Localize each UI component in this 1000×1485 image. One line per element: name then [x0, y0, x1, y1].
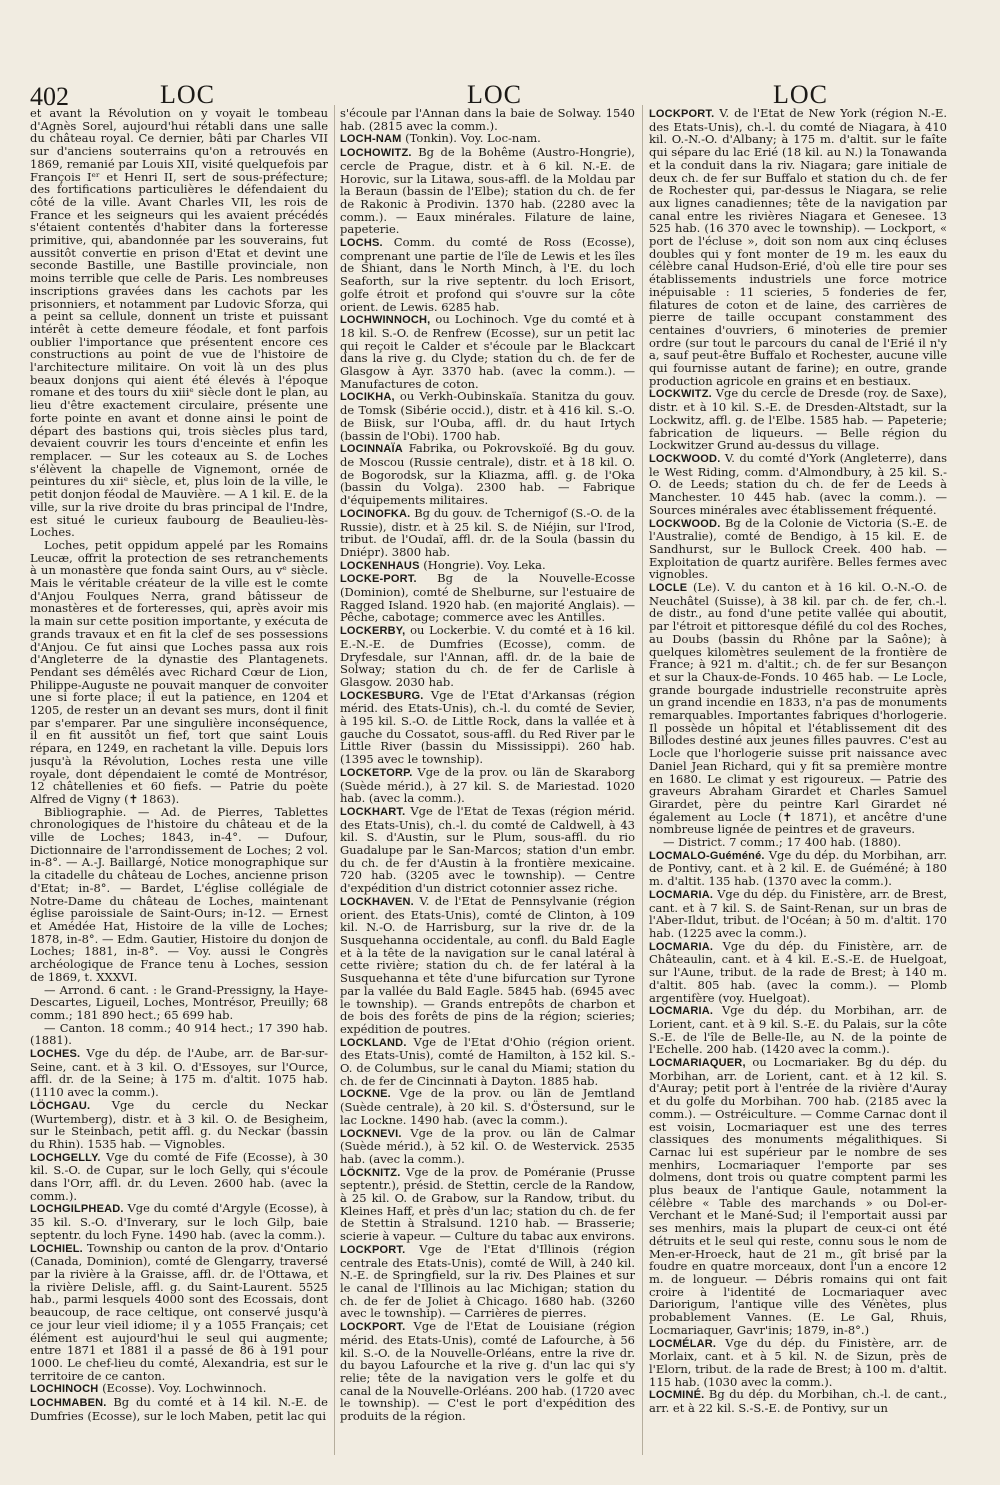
entry-paragraph — [30, 539, 328, 806]
entry-headword: LOCMARIA. — [649, 940, 714, 953]
dictionary-entry — [340, 1320, 635, 1423]
entry-headword: LOCKETORP. — [340, 766, 413, 779]
entry-text: Vge de l'Etat d'Ohio (région orient. des Etats-Unis), comté de Hamilton, à 152 kil. S.-O. de Columbus, sur le canal du Miami; station du ch. de fer de Cincinnati à Dayton. 1885 hab. — [340, 1034, 635, 1088]
entry-headword: LOCKPORT. — [340, 1321, 406, 1334]
dictionary-entry — [649, 888, 947, 940]
entry-text: Bg du dép. du Morbihan, ch.-l. de cant., arr. et à 22 kil. S.-S.-E. de Pontivy, sur un — [649, 1387, 947, 1416]
dictionary-entry — [340, 559, 635, 573]
entry-headword: LOCHGELLY. — [30, 1151, 101, 1164]
entry-headword: LOCHS. — [340, 237, 383, 250]
dictionary-entry — [649, 107, 947, 387]
dictionary-entry — [340, 1243, 635, 1320]
entry-headword: LOCKNEVI. — [340, 1127, 402, 1140]
entry-text: Vge de la prov. de Poméranie (Prusse septentr.), présid. de Stettin, cercle de la Randow, à 25 kil. O. de Grabow, sur la Randow, tribut. du Kleines Haff, et près d'un lac; station du ch. de fer de Stettin à Stralsund. 1210 hab. — Brasserie; scierie à vapeur. — Culture du tabac aux environs. — [340, 1164, 635, 1244]
entry-text: — District. 7 comm.; 17 400 hab. (1880). — [663, 835, 902, 850]
entry-text: Bibliographie. — Ad. de Pierres, Tablettes chronologiques de l'histoire du château et de la ville de Loches; 1843, in-4°. — Dufour, Dictionnaire de l'arrondissement de Loches; 2 vol. in-8°. — A.-J. Baillargé, Notice monographique sur la citadelle du château de Loches, ancienne prison d'Etat; in-8°. — Bardet, L'église collégiale de Notre-Dame du château de Loches, maintenant église paroissiale de Saint-Ours; in-12. — Ernest et Amédée Hat, Histoire de la ville de Loches; 1878, in-8°. — Edm. Gautier, Histoire du donjon de Loches; 1881, in-8°. — Voy. aussi le Congrès archéologique de France tenu à Loches, session de 1869, t. XXXVI. — [30, 804, 328, 984]
entry-paragraph — [340, 895, 635, 1036]
entry-paragraph — [30, 1202, 328, 1241]
entry-paragraph — [649, 888, 947, 940]
entry-headword: LOCHIEL. — [30, 1242, 83, 1255]
entry-paragraph — [340, 1320, 635, 1423]
column-divider — [642, 105, 643, 1455]
entry-text: ou Locmariaker. Bg du dép. du Morbihan, arr. de Lorient, cant. et à 12 kil. S. d'Auray; petit port à l'entrée de la rivière d'Auray et du golfe du Morbihan. 700 hab. (2185 avec la comm.). — Ostréiculture. — Comme Carnac dont il est voisin, Locmariaquer est une des terres classiques des monuments mégalithiques. Si Carnac lui est supérieur par le nombre de ses menhirs, Locmariaquer l'emporte par ses dolmens, dont trois ou quatre comptent parmi les plus beaux de l'antique Gaule, notamment la célèbre « Table des marchands » ou Dol-er-Verchant et le Mané-Sud; il l'emportait aussi par ses menhirs, mais la plupart de ceux-ci ont été détruits et le seul qui reste, connu sous le nom de Men-er-Hroeck, haut de 21 m., gît brisé par la foudre en quatre morceaux, dont l'un a encore 12 m. de longueur. — Débris romains qui ont fait croire à l'identité de Locmariaquer avec Dariorigum, l'antique ville des Vénètes, plus probablement Vannes. (E. Le Gal, Rhuis, Locmariaquer, Gavr'inis; 1879, in-8°.) — [649, 1055, 947, 1337]
entry-paragraph — [340, 559, 635, 573]
entry-paragraph — [649, 107, 947, 387]
dictionary-entry — [340, 507, 635, 559]
entry-paragraph — [340, 146, 635, 236]
entry-text: Bg du comté et à 14 kil. N.-E. de Dumfries (Ecosse), sur le loch Maben, petit lac qui — [30, 1395, 328, 1423]
entry-paragraph — [649, 1056, 947, 1336]
entry-text: (Hongrie). Voy. Leka. — [423, 557, 546, 572]
entry-text: V. de l'Etat de Pennsylvanie (région orient. des Etats-Unis), comté de Clinton, à 109 kil. N.-O. de Harrisburg, sur la rive dr. de la Susquehanna occidentale, au confl. du Bald Eagle et à la tête de la navigation sur le canal latéral à cette rivière; station du ch. de fer latéral à la Susquehanna et tête d'une bifurcation sur Tyrone par la vallée du Bald Eagle. 5845 hab. (6945 avec le township). — Grands entrepôts de charbon et de bois des forêts de pins de la région; scieries; expédition de poutres. — [340, 893, 635, 1036]
entry-paragraph — [649, 1004, 947, 1056]
entry-paragraph — [340, 236, 635, 313]
dictionary-entry — [340, 390, 635, 442]
entry-paragraph — [340, 689, 635, 766]
dictionary-entry — [649, 581, 947, 849]
entry-headword: LOCMARIAQUER, — [649, 1057, 746, 1070]
entry-headword: LOCKWOOD. — [649, 517, 721, 530]
dictionary-entry — [30, 1396, 328, 1422]
entry-paragraph — [649, 387, 947, 452]
entry-headword: LOCHMABEN. — [30, 1397, 107, 1410]
entry-text: Vge de l'Etat de Louisiane (région mérid. des Etats-Unis), comté de Lafourche, à 56 kil. S.-O. de la Nouvelle-Orléans, entre la rive dr. du bayou Lafourche et la rive g. d'un lac qui s'y relie; tête de la navigation vers le golfe et du canal de la Nouvelle-Orléans. 200 hab. (1720 avec le township). — C'est le port d'expédition des produits de la région. — [340, 1319, 635, 1424]
dictionary-entry — [30, 1242, 328, 1383]
entry-text: Bg de la Colonie de Victoria (S.-E. de l'Australie), comté de Bendigo, à 15 kil. E. de Sandhurst, sur le Bullock Creek. 400 hab. — Exploitation de quartz aurifère. Belles fermes avec vignobles. — [649, 515, 947, 582]
text-column-3 — [649, 107, 947, 1457]
entry-text: Vge du dép. du Finistère, arr. de Morlaix, cant. et à 5 kil. N. de Sizun, près de l'Elorn, tribut. de la rade de Brest; à 100 m. d'altit. 115 hab. (1030 avec la comm.). — [649, 1335, 947, 1389]
dictionary-entry — [30, 1151, 328, 1203]
entry-paragraph — [649, 1388, 947, 1414]
entry-headword: LOCH-NAM — [340, 133, 402, 146]
text-column-1 — [30, 107, 328, 1457]
entry-paragraph — [340, 766, 635, 805]
entry-text: — Canton. 18 comm.; 40 914 hect.; 17 390 hab. (1881). — [30, 1020, 328, 1048]
entry-paragraph — [30, 806, 328, 984]
entry-paragraph — [340, 390, 635, 442]
entry-text: Vge de l'Etat d'Illinois (région centrale des Etats-Unis), comté de Will, à 240 kil. N.-E. de Springfield, sur la riv. Des Plaines et sur le canal de l'Illinois au lac Michigan; station du ch. de fer de Joliet à Chicago. 1680 hab. (3260 avec le township). — Carrières de pierres. — [340, 1241, 635, 1321]
entry-headword: LOCKESBURG. — [340, 689, 424, 702]
entry-headword: LOCIKHA, — [340, 391, 395, 404]
entry-paragraph — [649, 940, 947, 1005]
entry-paragraph — [649, 849, 947, 888]
entry-text: Vge de la prov. ou län de Skaraborg (Suède mérid.), à 27 kil. S. de Mariestad. 1020 hab. (avec la comm.). — [340, 764, 635, 806]
dictionary-entry — [340, 107, 635, 132]
entry-headword: LOCLE — [649, 582, 688, 595]
dictionary-entry — [649, 387, 947, 452]
entry-paragraph — [340, 572, 635, 624]
entry-text: Vge du dép. du Morbihan, arr. de Lorient, cant. et à 9 kil. S.-E. du Palais, sur la côte S.-E. de l'île de Belle-Ile, au N. de la pointe de l'Echelle. 200 hab. (1420 avec la comm.). — [649, 1003, 947, 1057]
dictionary-entry — [649, 940, 947, 1005]
entry-headword: LOCKPORT. — [340, 1243, 406, 1256]
entry-paragraph — [30, 1396, 328, 1422]
entry-text: V. du comté d'York (Angleterre), dans le West Riding, comm. d'Almondbury, à 25 kil. S.-O. de Leeds; station du ch. de fer de Leeds à Manchester. 10 445 hab. (avec la comm.). — Sources minérales avec établissement fréquenté. — [649, 450, 947, 517]
dictionary-entry — [649, 452, 947, 517]
entry-paragraph — [649, 517, 947, 582]
entry-paragraph — [340, 132, 635, 146]
dictionary-entry — [649, 1388, 947, 1414]
dictionary-entry — [340, 689, 635, 766]
entry-headword: LOCKHAVEN. — [340, 895, 414, 908]
entry-paragraph — [30, 1242, 328, 1383]
entry-text: (Tonkin). Voy. Loc-nam. — [405, 131, 541, 146]
entry-text: ou Verkh-Oubinskaïa. Stanitza du gouv. de Tomsk (Sibérie occid.), distr. et à 416 kil. S.-O. de Biisk, sur l'Ouba, affl. dr. du haut Irtych (bassin de l'Obi). 1700 hab. — [340, 389, 635, 443]
dictionary-entry — [340, 442, 635, 507]
entry-text: Vge du comté de Fife (Ecosse), à 30 kil. S.-O. de Cupar, sur le loch Gelly, qui s'écoule dans l'Orr, affl. dr. du Leven. 2600 hab. (avec la comm.). — [30, 1149, 328, 1203]
entry-paragraph — [340, 1036, 635, 1088]
entry-paragraph — [30, 1099, 328, 1151]
entry-headword: LOCHINOCH — [30, 1383, 99, 1396]
entry-text: Bg de la Bohême (Austro-Hongrie), cercle de Prague, distr. et à 6 kil. N.-E. de Horovic, sur la Litawa, sous-affl. de la Moldau par la Beraun (bassin de l'Elbe); station du ch. de fer de Rakonic à Prodivin. 1370 hab. (2280 avec la comm.). — Eaux minérales. Filature de laine, papeterie. — [340, 145, 635, 237]
entry-headword: LOCHOWITZ. — [340, 147, 412, 160]
entry-paragraph — [340, 442, 635, 507]
dictionary-entry — [649, 517, 947, 582]
entry-paragraph — [30, 1022, 328, 1047]
entry-text: — Arrond. 6 cant. : le Grand-Pressigny, la Haye-Descartes, Ligueil, Loches, Montrésor, Preuilly; 68 comm.; 181 890 hect.; 65 699 hab. — [30, 982, 328, 1022]
entry-paragraph — [649, 452, 947, 517]
dictionary-entry — [340, 1127, 635, 1166]
entry-text: Bg du gouv. de Tchernigof (S.-O. de la Russie), distr. et à 25 kil. S. de Niéjin, sur l'Irod, tribut. de l'Oudaï, affl. dr. de la Soula (bassin du Dniépr). 3800 hab. — [340, 505, 635, 559]
entry-text: s'écoule par l'Annan dans la baie de Solway. 1540 hab. (2815 avec la comm.). — [340, 107, 635, 133]
dictionary-entry — [340, 236, 635, 313]
entry-headword: LOCHGILPHEAD. — [30, 1203, 124, 1216]
dictionary-entry — [340, 146, 635, 236]
running-head-right: LOC — [773, 80, 828, 109]
entry-text: Vge du dép. de l'Aube, arr. de Bar-sur-Seine, cant. et à 3 kil. O. d'Essoyes, sur l'Ource, affl. dr. de la Seine; à 175 m. d'altit. 1075 hab. (1110 avec la comm.). — [30, 1046, 328, 1100]
entry-paragraph — [340, 507, 635, 559]
running-head-center: LOC — [467, 80, 522, 109]
text-column-2 — [340, 107, 635, 1457]
dictionary-entry — [30, 107, 328, 1047]
entry-headword: LOCMINÉ. — [649, 1389, 705, 1402]
page-number: 402 — [30, 82, 69, 111]
entry-headword: LOCMARIA. — [649, 888, 714, 901]
entry-text: Vge du cercle du Neckar (Wurtemberg), distr. et à 3 kil. O. de Besigheim, sur le Steinbach, petit affl. g. du Neckar (bassin du Rhin). 1535 hab. — Vignobles. — [30, 1097, 328, 1151]
entry-paragraph — [30, 984, 328, 1022]
dictionary-entry — [340, 805, 635, 895]
entry-text: Township ou canton de la prov. d'Ontario (Canada, Dominion), comté de Glengarry, traversé par la rivière à la Graisse, affl. dr. de l'Ottawa, et la rivière Delisle, affl. g. du Saint-Laurent. 5525 hab., parmi lesquels 4000 sont des Ecossais, dont beaucoup, de race celtique, ont conservé jusqu'à ce jour leur vieil idiome; il y a 1055 Français; cet élément est aujourd'hui le seul qui augmente; entre 1871 et 1881 il a passé de 86 à 191 pour 1000. Le chef-lieu du comté, Alexandria, est sur le territoire de ce canton. — [30, 1240, 328, 1383]
entry-headword: LOCMÉLAR. — [649, 1337, 717, 1350]
entry-headword: LOCHWINNOCH, — [340, 314, 431, 327]
entry-text: Vge du cercle de Dresde (roy. de Saxe), distr. et à 10 kil. S.-E. de Dresden-Altstadt, sur la Lockwitz, affl. g. de l'Elbe. 1585 hab. — Papeterie; fabrication de liqueurs. — Belle région du Lockwitzer Grund au-dessus du village. — [649, 386, 947, 453]
entry-text: Vge du dép. du Finistère, arr. de Brest, cant. et à 7 kil. S. de Saint-Renan, sur un bras de l'Aber-Ildut, tribut. de l'Océan; à 50 m. d'altit. 170 hab. (1225 avec la comm.). — [649, 886, 947, 940]
entry-text: Loches, petit oppidum appelé par les Romains Leucæ, offrit la protection de ses retranchements à un monastère que fonda saint Ours, au vᵉ siècle. Mais le véritable créateur de la ville est le comte d'Anjou Foulques Nerra, grand bâtisseur de monastères et de forteresses, qui, après avoir mis la main sur cette position importante, y exécuta de grands travaux et en fit la clef de ses possessions d'Anjou. Ce fut ainsi que Loches passa aux rois d'Angleterre de la dynastie des Plantagenets. Pendant ses démêlés avec Richard Cœur de Lion, Philippe-Auguste ne pouvait manquer de convoiter une si forte place; il eut la patience, en 1204 et 1205, de rester un an devant ses murs, dont il finit par s'emparer. Par une singulière inconséquence, il en fit aussitôt un fief, tort que saint Louis répara, en 1249, en rachetant la ville. Depuis lors jusqu'à la Révolution, Loches resta une ville royale, dont dépendaient le comté de Montrésor, 12 châtellenies et 60 fiefs. — Patrie du poète Alfred de Vigny (✝ 1863). — [30, 537, 328, 806]
entry-text: Vge de l'Etat de Texas (région mérid. des Etats-Unis), ch.-l. du comté de Caldwell, à 43 kil. S. d'Austin, sur le Plum, sous-affl. du rio Guadalupe par le San-Marcos; station d'un embr. du ch. de fer d'Austin à la frontière mexicaine. 720 hab. (3205 avec le township). — Centre d'expédition d'un district cotonnier assez riche. — [340, 803, 635, 896]
dictionary-entry — [649, 1056, 947, 1336]
entry-paragraph — [649, 1337, 947, 1389]
entry-paragraph — [30, 1151, 328, 1203]
entry-text: Vge de l'Etat d'Arkansas (région mérid. des Etats-Unis), ch.-l. du comté de Sevier, à 195 kil. S.-O. de Little Rock, dans la vallée et à gauche du Cossatot, sous-affl. du Red River par le Little River (bassin du Mississippi). 260 hab. (1395 avec le township). — [340, 687, 635, 767]
dictionary-entry — [340, 132, 635, 146]
entry-paragraph — [30, 1382, 328, 1396]
entry-text: Fabrika, ou Pokrovskoïé. Bg du gouv. de Moscou (Russie centrale), distr. et à 18 kil. O. de Bogorodsk, sur la Kliazma, affl. g. de l'Oka (bassin du Volga). 2300 hab. — Fabrique d'équipements militaires. — [340, 441, 635, 508]
entry-text: Vge de la prov. ou län de Calmar (Suède mérid.), à 52 kil. O. de Westervick. 2535 hab. (avec la comm.). — [340, 1125, 635, 1166]
entry-headword: LOCKNE. — [340, 1088, 391, 1101]
entry-headword: LOCKE-PORT. — [340, 573, 417, 586]
entry-headword: LOCMARIA. — [649, 1005, 714, 1018]
dictionary-entry — [340, 1036, 635, 1088]
entry-text: Vge de la prov. ou län de Jemtland (Suède centrale), à 20 kil. S. d'Östersund, sur le lac Lockne. 1490 hab. (avec la comm.). — [340, 1086, 635, 1127]
entry-text: Vge du dép. du Finistère, arr. de Châteaulin, cant. et à 4 kil. E.-S.-E. de Huelgoat, sur l'Aune, tribut. de la rade de Brest; à 140 m. d'altit. 805 hab. (avec la comm.). — Plomb argentifère (voy. Huelgoat). — [649, 938, 947, 1005]
entry-text: (Le). V. du canton et à 16 kil. O.-N.-O. de Neuchâtel (Suisse), à 38 kil. par ch. de fer, ch.-l. de distr., au fond d'une petite vallée qui aboutit, par l'étroit et pittoresque défilé du col des Roches, au Doubs (bassin du Rhône par la Saône); à quelques kilomètres seulement de la frontière de France; à 921 m. d'altit.; ch. de fer sur Besançon et sur la Chaux-de-Fonds. 10 465 hab. — Le Locle, grande bourgade industrielle reconstruite après un grand incendie en 1833, n'a pas de monuments remarquables. Importantes fabriques d'horlogerie. Il possède un hôpital et l'établissement dit des Billodes destiné aux jeunes filles pauvres. C'est au Locle que l'horlogerie suisse prit naissance avec Daniel Jean Richard, qui y fit sa première montre en 1680. Le climat y est rigoureux. — Patrie des graveurs Abraham Girardet et Charles Samuel Girardet, père du peintre Karl Girardet né également au Locle (✝ 1871), et ancêtre d'une nombreuse lignée de peintres et de graveurs. — [649, 580, 947, 837]
entry-headword: LÖCKNITZ. — [340, 1166, 401, 1179]
entry-text: ou Lochinoch. Vge du comté et à 18 kil. S.-O. de Renfrew (Ecosse), sur un petit lac qui reçoit le Calder et s'écoule par le Blackcart dans la rive g. du Clyde; station du ch. de fer de Glasgow à Ayr. 3370 hab. (avec la comm.). — Manufactures de coton. — [340, 312, 635, 391]
entry-paragraph — [340, 1087, 635, 1126]
dictionary-entry — [649, 849, 947, 888]
entry-text: V. de l'Etat de New York (région N.-E. des Etats-Unis), ch.-l. du comté de Niagara, à 410 kil. O.-N.-O. d'Albany; à 175 m. d'altit. sur le faîte qui sépare du lac Erié (18 kil. au N.) la Tonawanda et la conduit dans la riv. Niagara; gare initiale de deux ch. de fer sur Buffalo et station du ch. de fer de Rochester qui, par-dessus le Niagara, se relie aux lignes canadiennes; tête de la navigation par canal entre les rivières Niagara et Genesee. 13 525 hab. (16 370 avec le township). — Lockport, « port de l'écluse », doit son nom aux cinq écluses doubles qui y font monter de 19 m. les eaux du célèbre canal Hudson-Erié, d'où elle tire pour ses établissements industriels une force motrice inépuisable : 11 scieries, 5 fonderies de fer, filatures de coton et de laine, des carrières de pierre de taille occupant constamment des centaines d'ouvriers, 6 minoteries de premier ordre (sur tout le parcours du canal de l'Erié il n'y a, sauf peut-être Buffalo et Rochester, aucune ville qui fournisse autant de farine); en outre, grande production agricole en grains et en bestiaux. — [649, 107, 947, 388]
entry-paragraph — [340, 1127, 635, 1166]
entry-headword: LÖCHGAU. — [30, 1099, 91, 1112]
column-divider — [334, 105, 335, 1455]
entry-text: Vge du comté d'Argyle (Ecosse), à 35 kil. S.-O. d'Inverary, sur le loch Gilp, baie septentr. du loch Fyne. 1490 hab. (avec la comm.). — [30, 1201, 328, 1242]
dictionary-entry — [340, 766, 635, 805]
entry-text: Comm. du comté de Ross (Ecosse), comprenant une partie de l'île de Lewis et les îles de Shiant, dans le North Minch, à l'E. du loch Seaforth, sur la rive septentr. du loch Erisort, golfe étroit et profond qui s'ouvre sur la côte orient. de Lewis. 6285 hab. — [340, 235, 635, 314]
entry-text: Vge du dép. du Morbihan, arr. de Pontivy, cant. et à 2 kil. E. de Guéméné; à 180 m. d'altit. 135 hab. (1370 avec la comm.). — [649, 847, 947, 889]
entry-paragraph — [340, 805, 635, 895]
dictionary-entry — [30, 1047, 328, 1099]
entry-headword: LOCINOFKA. — [340, 507, 411, 520]
dictionary-entry — [649, 1337, 947, 1389]
entry-text: ou Lockerbie. V. du comté et à 16 kil. E.-N.-E. de Dumfries (Ecosse), comm. de Dryfesdale, sur l'Annan, affl. dr. de la baie de Solway; station du ch. de fer de Carlisle à Glasgow. 2030 hab. — [340, 623, 635, 689]
dictionary-entry — [340, 624, 635, 689]
entry-paragraph — [30, 107, 328, 539]
entry-paragraph — [340, 107, 635, 132]
entry-paragraph — [340, 1243, 635, 1320]
dictionary-entry — [340, 1087, 635, 1126]
entry-paragraph — [340, 1166, 635, 1243]
entry-headword: LOCKWITZ. — [649, 388, 712, 401]
entry-paragraph — [30, 1047, 328, 1099]
running-head-left: LOC — [160, 80, 215, 109]
entry-headword: LOCHES. — [30, 1048, 81, 1061]
dictionary-entry — [30, 1202, 328, 1241]
entry-text: (Ecosse). Voy. Lochwinnoch. — [102, 1381, 267, 1396]
dictionary-entry — [30, 1382, 328, 1396]
entry-paragraph — [340, 313, 635, 390]
entry-paragraph — [649, 581, 947, 836]
entry-text: Bg de la Nouvelle-Ecosse (Dominion), comté de Shelburne, sur l'estuaire de Ragged Island. 1920 hab. (en majorité Anglais). — Pêche, cabotage; commerce avec les Antilles. — [340, 571, 635, 625]
entry-headword: LOCKPORT. — [649, 108, 715, 120]
dictionary-entry — [649, 1004, 947, 1056]
entry-paragraph — [340, 624, 635, 689]
entry-headword: LOCINNAÏA — [340, 443, 403, 456]
dictionary-entry — [340, 572, 635, 624]
entry-headword: LOCKENHAUS — [340, 559, 420, 572]
entry-headword: LOCKERBY, — [340, 625, 406, 638]
dictionary-entry — [340, 313, 635, 390]
entry-text: et avant la Révolution on y voyait le tombeau d'Agnès Sorel, aujourd'hui rétabli dans une salle du château royal. Ce dernier, bâti par Charles VII sur d'anciens souterrains qu'on a retrouvés en 1869, remanié par Louis XII, visité quelquefois par François Iᵉʳ et Henri II, sert de sous-préfecture; des fortifications particulières le défendaient du côté de la ville. Avant Charles VII, les rois de France et les seigneurs qui les avaient précédés s'étaient contentés d'habiter dans la forteresse primitive, qui, abandonnée par les souverains, fut aussitôt convertie en prison d'Etat et devint une seconde Bastille, une Bastille provinciale, non moins terrible que celle de Paris. Les nombreuses inscriptions gravées dans les cachots par les prisonniers, et notamment par Ludovic Sforza, qui a peint sa cellule, donnent un triste et puissant intérêt à cette demeure féodale, et font parfois oublier l'importance que présentent encore ces constructions au point de vue de l'histoire de l'architecture militaire. On voit là un des plus beaux donjons qui aient été élevés à l'époque romane et des tours du xiiiᵉ siècle dont le plan, au lieu d'être exactement circulaire, présente une forte pointe en avant et donne ainsi le point de départ des bastions qui, trois siècles plus tard, devaient couvrir les tours d'enceinte et enfin les remplacer. — Sur les coteaux au S. de Loches s'élèvent la chapelle de Vignemont, ornée de peintures du xiiᵉ siècle, et, plus loin de la ville, le petit donjon féodal de Mauvière. — A 1 kil. E. de la ville, sur la rive droite du bras principal de l'Indre, est situé le curieux faubourg de Beaulieu-lès-Loches. — [30, 107, 328, 540]
entry-headword: LOCMALO-Guéméné. — [649, 849, 765, 862]
entry-headword: LOCKLAND. — [340, 1036, 407, 1049]
dictionary-entry — [340, 1166, 635, 1243]
dictionary-entry — [340, 895, 635, 1036]
dictionary-entry — [30, 1099, 328, 1151]
entry-headword: LOCKHART. — [340, 805, 406, 818]
entry-headword: LOCKWOOD. — [649, 452, 721, 465]
